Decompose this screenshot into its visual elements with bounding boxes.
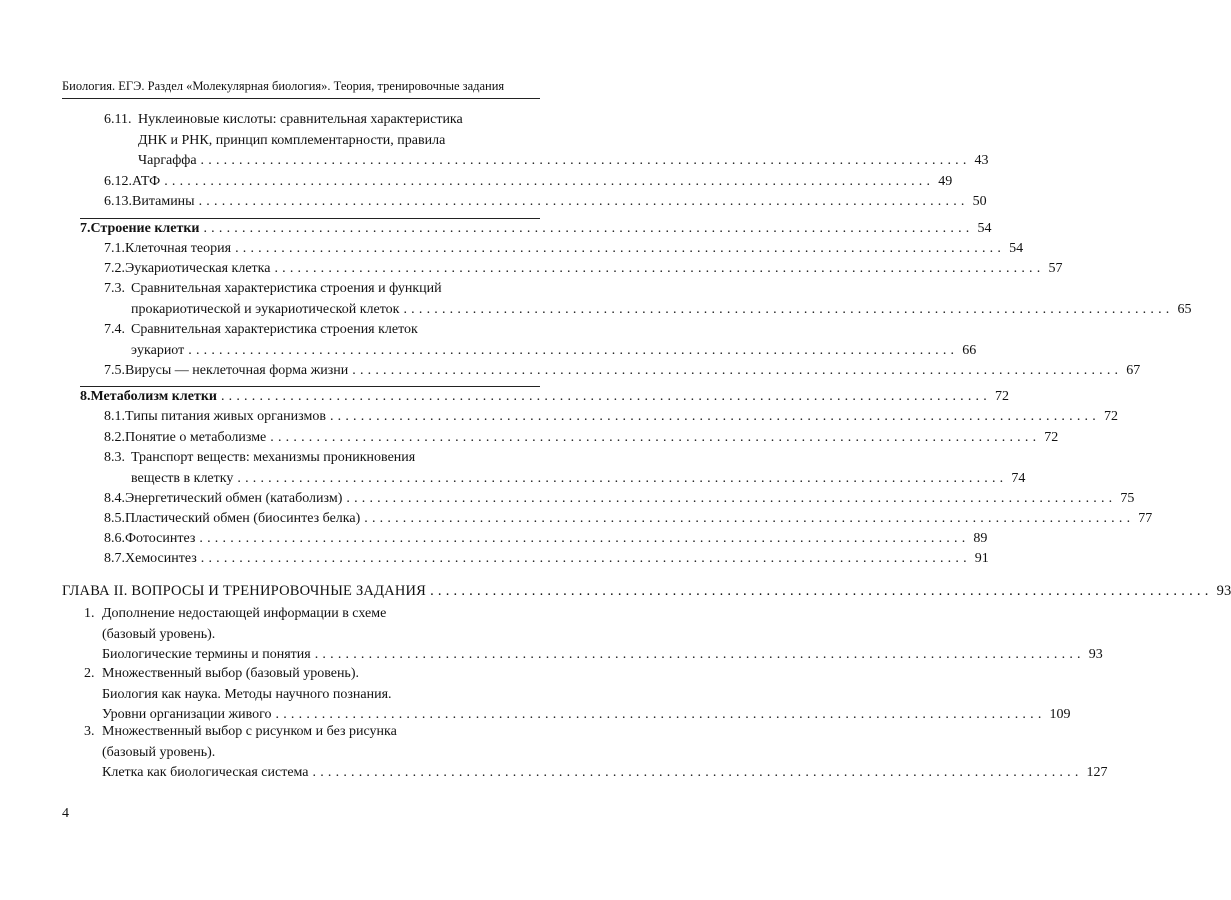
toc-entry-8-1: [104, 407, 1118, 428]
toc-entry-text: Уровни организации живого: [102, 707, 272, 722]
toc-entry-number: 8.1.: [104, 409, 125, 424]
toc-entry-8-6: [104, 529, 988, 550]
page-number: 4: [62, 806, 69, 821]
toc-entry-text: ГЛАВА II. ВОПРОСЫ И ТРЕНИРОВОЧНЫЕ ЗАДАНИЯ: [62, 583, 427, 599]
toc-page-number: 43: [974, 153, 989, 168]
toc-entry-number: 8.6.: [104, 531, 125, 546]
toc-entry-number: 8.2.: [104, 430, 125, 445]
toc-entry-number: 7.1.: [104, 241, 125, 256]
toc-page-number: 57: [1048, 261, 1063, 276]
toc-entry-text: Сравнительная характеристика строения и функций: [131, 281, 442, 296]
header-rule: [62, 98, 540, 99]
toc-entry-6-13: [104, 192, 987, 213]
toc-entry-text: Чаргаффа: [138, 153, 197, 168]
toc-entry-text: (базовый уровень).: [102, 744, 216, 760]
toc-page-number: 77: [1138, 511, 1153, 526]
toc-entry-number: 8.4.: [104, 491, 125, 506]
toc-entry-text: ДНК и РНК, принцип комплементарности, правила: [138, 132, 446, 148]
dot-leader: ....................................................................................................: [329, 409, 1100, 424]
toc-page-number: 74: [1011, 470, 1026, 486]
toc-entry-text: Множественный выбор (базовый уровень).: [102, 666, 359, 681]
toc-entry-number: 2.: [84, 666, 95, 681]
toc-entry-number: 8.3.: [104, 450, 125, 465]
dot-leader: ....................................................................................................: [364, 511, 1135, 526]
toc-entry-text: Хемосинтез: [125, 551, 197, 566]
dot-leader: ....................................................................................................: [237, 470, 1008, 486]
toc-page-number: 93: [1088, 647, 1103, 662]
toc-entry-text: Метаболизм клетки: [90, 389, 217, 404]
toc-entry-number: 7.3.: [104, 281, 125, 296]
dot-leader: ....................................................................................................: [314, 647, 1085, 662]
toc-entry-number: 7.2.: [104, 261, 125, 276]
toc-page-number: 65: [1177, 301, 1192, 317]
toc-entry-text: Витамины: [132, 194, 195, 209]
dot-leader: ....................................................................................................: [312, 765, 1083, 780]
dot-leader: ....................................................................................................: [274, 261, 1045, 276]
toc-entry-text: Транспорт веществ: механизмы проникновения: [131, 450, 416, 465]
toc-section-8: [80, 387, 1009, 408]
toc-task-2: [84, 664, 1071, 726]
toc-entry-number: 6.13.: [104, 194, 132, 209]
toc-entry-8-5: [104, 509, 1153, 530]
toc-entry-text: Фотосинтез: [125, 531, 196, 546]
toc-page-number: 54: [1009, 241, 1024, 256]
toc-entry-number: 3.: [84, 724, 95, 739]
toc-entry-number: 6.12.: [104, 174, 132, 189]
toc-entry-number: 8.7.: [104, 551, 125, 566]
toc-entry-text: прокариотической и эукариотической клеток: [131, 301, 400, 317]
dot-leader: ....................................................................................................: [403, 301, 1174, 317]
dot-leader: ....................................................................................................: [198, 194, 969, 209]
toc-page-number: 91: [974, 551, 989, 566]
toc-page-number: 72: [994, 389, 1009, 404]
toc-entry-7-5: [104, 361, 1141, 382]
toc-entry-text: Клетка как биологическая система: [102, 765, 309, 780]
dot-leader: ....................................................................................................: [188, 342, 959, 358]
toc-entry-6-11: [104, 110, 989, 172]
toc-page-number: 66: [962, 342, 977, 358]
toc-entry-8-7: [104, 549, 989, 570]
toc-page-number: 67: [1126, 363, 1141, 378]
toc-entry-7-1: [104, 239, 1024, 260]
dot-leader: ....................................................................................................: [430, 583, 1213, 599]
toc-section-7: [80, 219, 992, 240]
toc-entry-text: Вирусы — неклеточная форма жизни: [125, 363, 349, 378]
toc-entry-text: Множественный выбор с рисунком и без рисунка: [102, 724, 397, 739]
toc-entry-text: Типы питания живых организмов: [125, 409, 326, 424]
toc-entry-8-4: [104, 489, 1135, 510]
toc-entry-number: 1.: [84, 606, 95, 621]
toc-page-number: 109: [1049, 707, 1071, 722]
toc-page-number: 72: [1103, 409, 1118, 424]
toc-page-number: 75: [1120, 491, 1135, 506]
toc-entry-number: 6.11.: [104, 112, 132, 127]
toc-entry-7-4: [104, 320, 977, 361]
dot-leader: ....................................................................................................: [346, 491, 1117, 506]
toc-page-number: 72: [1044, 430, 1059, 445]
dot-leader: ....................................................................................................: [200, 551, 971, 566]
toc-entry-text: Биология как наука. Методы научного познания.: [102, 686, 392, 702]
toc-entry-text: Пластический обмен (биосинтез белка): [125, 511, 361, 526]
dot-leader: ....................................................................................................: [203, 221, 974, 236]
toc-page-number: 127: [1086, 765, 1108, 780]
toc-entry-text: Понятие о метаболизме: [125, 430, 267, 445]
toc-entry-6-12: [104, 172, 953, 193]
dot-leader: ....................................................................................................: [199, 531, 970, 546]
dot-leader: ....................................................................................................: [164, 174, 935, 189]
toc-entry-text: АТФ: [132, 174, 161, 189]
toc-entry-text: Дополнение недостающей информации в схеме: [102, 606, 387, 621]
dot-leader: ....................................................................................................: [270, 430, 1041, 445]
toc-entry-number: 7.5.: [104, 363, 125, 378]
toc-page-number: 93: [1216, 583, 1231, 599]
dot-leader: ....................................................................................................: [275, 707, 1046, 722]
toc-entry-number: 8.5.: [104, 511, 125, 526]
toc-page-number: 89: [973, 531, 988, 546]
dot-leader: ....................................................................................................: [235, 241, 1006, 256]
toc-entry-text: Клеточная теория: [125, 241, 232, 256]
toc-page-number: 54: [977, 221, 992, 236]
toc-entry-number: 8.: [80, 389, 91, 404]
toc-task-1: [84, 604, 1103, 666]
toc-chapter-2: [62, 581, 1231, 602]
dot-leader: ....................................................................................................: [220, 389, 991, 404]
toc-entry-text: Сравнительная характеристика строения клеток: [131, 322, 418, 337]
dot-leader: ....................................................................................................: [352, 363, 1123, 378]
toc-entry-text: Нуклеиновые кислоты: сравнительная характеристика: [138, 112, 463, 127]
toc-entry-text: Биологические термины и понятия: [102, 647, 311, 662]
toc-entry-text: Строение клетки: [90, 221, 200, 236]
dot-leader: ....................................................................................................: [200, 153, 971, 168]
toc-entry-7-3: [104, 279, 1192, 320]
running-header: Биология. ЕГЭ. Раздел «Молекулярная биология». Теория, тренировочные задания: [62, 79, 505, 93]
toc-entry-text: Энергетический обмен (катаболизм): [125, 491, 343, 506]
toc-entry-number: 7.: [80, 221, 91, 236]
toc-page-number: 50: [972, 194, 987, 209]
toc-entry-text: веществ в клетку: [131, 470, 234, 486]
toc-entry-8-3: [104, 448, 1026, 489]
toc-entry-text: (базовый уровень).: [102, 626, 216, 642]
toc-entry-text: эукариот: [131, 342, 185, 358]
toc-entry-text: Эукариотическая клетка: [125, 261, 271, 276]
toc-entry-number: 7.4.: [104, 322, 125, 337]
toc-task-3: [84, 722, 1108, 784]
toc-entry-8-2: [104, 428, 1059, 449]
toc-page-number: 49: [938, 174, 953, 189]
toc-entry-7-2: [104, 259, 1063, 280]
